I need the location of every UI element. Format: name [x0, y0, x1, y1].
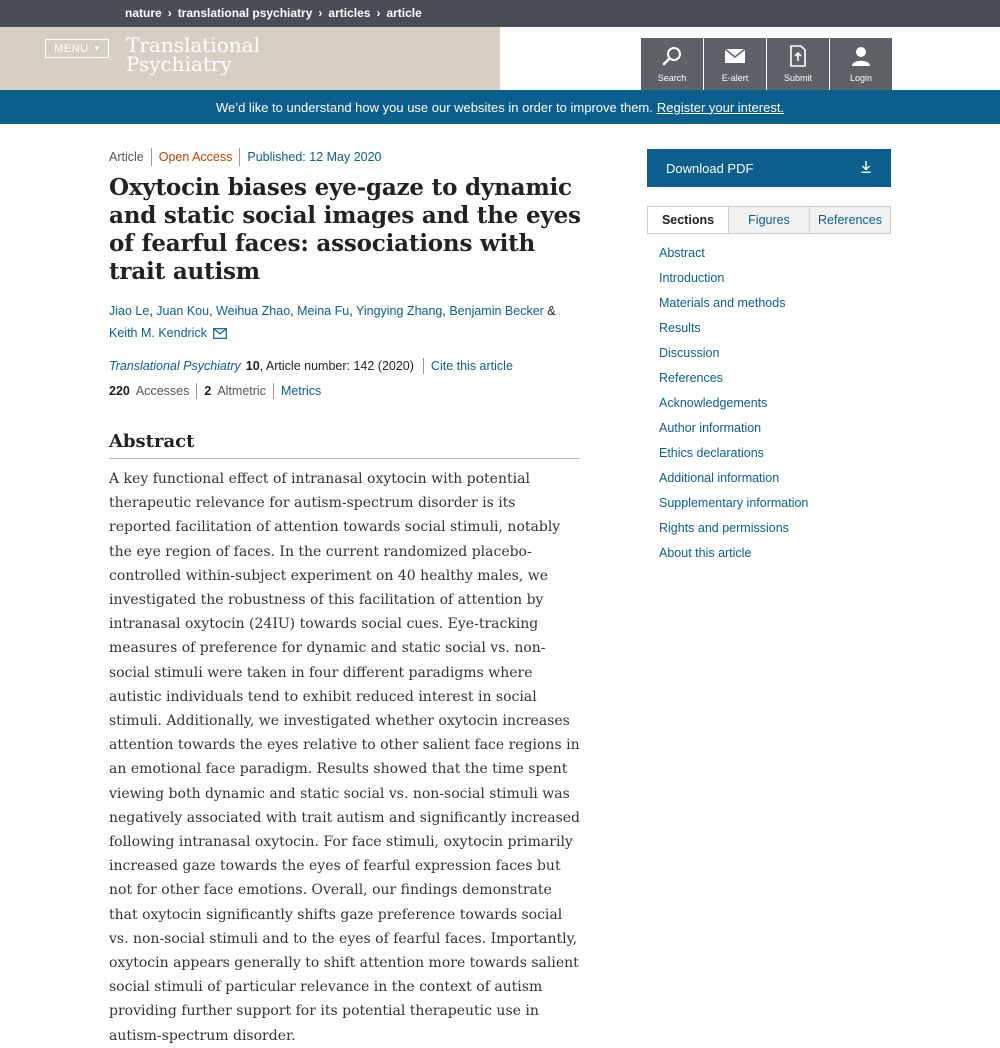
volume-number: 10: [245, 359, 260, 373]
metrics-link[interactable]: Metrics: [280, 384, 322, 398]
cite-this-article-link[interactable]: Cite this article: [430, 359, 513, 373]
metrics-line: [109, 382, 581, 400]
breadcrumb-translational-psychiatry[interactable]: translational psychiatry: [177, 6, 313, 20]
breadcrumb-nature[interactable]: nature: [125, 6, 162, 20]
author-link[interactable]: Meina Fu: [297, 304, 350, 318]
section-link-discussion[interactable]: Discussion: [659, 346, 720, 360]
submit-button[interactable]: [767, 38, 829, 90]
section-link-references[interactable]: References: [659, 371, 723, 385]
article-title: Oxytocin biases eye-gaze to dynamic and static social images and the eyes of fearful faces: associations with trait autism: [109, 174, 581, 285]
section-nav: [659, 242, 808, 567]
menu-button[interactable]: [45, 39, 109, 58]
download-pdf-button[interactable]: [647, 149, 891, 187]
register-interest-link[interactable]: Register your interest.: [656, 99, 785, 115]
breadcrumb-bar: [0, 0, 1000, 27]
section-link-additional-information[interactable]: Additional information: [659, 471, 780, 485]
search-icon: [661, 45, 683, 67]
section-link-abstract[interactable]: Abstract: [659, 246, 705, 260]
section-link-acknowledgements[interactable]: Acknowledgements: [659, 396, 768, 410]
e-alert-label: E-alert: [721, 73, 749, 83]
author-link[interactable]: Yingying Zhang: [355, 304, 443, 318]
altmetric-label: Altmetric: [217, 384, 266, 398]
download-icon: [861, 161, 871, 173]
section-link-rights-and-permissions[interactable]: Rights and permissions: [659, 521, 789, 535]
journal-logo-line1: Translational: [126, 33, 260, 57]
section-link-materials-and-methods[interactable]: Materials and methods: [659, 296, 786, 310]
chevron-down-icon: ▾: [94, 43, 100, 53]
upload-icon: [787, 45, 809, 67]
journal-name-link[interactable]: Translational Psychiatry: [109, 359, 241, 373]
altmetric-count: 2: [204, 384, 212, 398]
divider: [196, 383, 197, 399]
menu-label: MENU: [54, 42, 89, 55]
search-label: Search: [657, 73, 687, 83]
divider: [423, 358, 424, 374]
article-meta: [109, 148, 581, 166]
article-type: Article: [109, 150, 144, 164]
abstract-heading: Abstract: [109, 431, 580, 459]
corresponding-author-link[interactable]: Keith M. Kendrick: [109, 326, 207, 340]
user-icon: [850, 45, 872, 67]
download-pdf-label: Download PDF: [666, 160, 754, 176]
published-date: Published: 12 May 2020: [239, 148, 388, 166]
tab-figures[interactable]: Figures: [728, 207, 809, 233]
tab-references[interactable]: References: [809, 207, 890, 233]
header-tools: [641, 38, 893, 90]
chevron-right-icon: ›: [167, 6, 172, 20]
section-link-results[interactable]: Results: [659, 321, 701, 335]
section-link-introduction[interactable]: Introduction: [659, 271, 725, 285]
breadcrumb-article: article: [386, 6, 422, 20]
section-link-ethics-declarations[interactable]: Ethics declarations: [659, 446, 764, 460]
login-label: Login: [849, 73, 873, 83]
login-button[interactable]: [830, 38, 892, 90]
journal-logo-line2: Psychiatry: [126, 52, 232, 76]
breadcrumb: [125, 6, 422, 20]
sidebar-tabs: [647, 206, 891, 234]
tab-sections[interactable]: Sections: [648, 207, 728, 233]
section-link-author-information[interactable]: Author information: [659, 421, 762, 435]
site-header: [0, 27, 1000, 90]
chevron-right-icon: ›: [376, 6, 381, 20]
section-link-about-this-article[interactable]: About this article: [659, 546, 752, 560]
breadcrumb-articles[interactable]: articles: [328, 6, 371, 20]
section-link-supplementary-information[interactable]: Supplementary information: [659, 496, 809, 510]
journal-logo[interactable]: [126, 33, 260, 76]
accesses-label: Accesses: [135, 384, 190, 398]
author-link[interactable]: Jiao Le: [109, 304, 150, 318]
envelope-icon[interactable]: [213, 328, 227, 339]
chevron-right-icon: ›: [318, 6, 323, 20]
banner-text: We’d like to understand how you use our websites in order to improve them.: [215, 99, 653, 115]
accesses-count: 220: [109, 384, 130, 398]
author-link[interactable]: Weihua Zhao: [216, 304, 291, 318]
journal-brand-area: [0, 27, 500, 90]
author-link[interactable]: Juan Kou: [156, 304, 210, 318]
search-button[interactable]: [641, 38, 703, 90]
open-access-badge: Open Access: [151, 148, 240, 166]
divider: [273, 383, 274, 399]
author-list: Jiao Le, Juan Kou, Weihua Zhao, Meina Fu, Yingying Zhang, Benjamin Becker & Keith M. Kendrick: [109, 304, 556, 340]
article-number: , Article number: 142 (2020): [259, 359, 414, 373]
author-link[interactable]: Benjamin Becker: [449, 304, 544, 318]
e-alert-button[interactable]: [704, 38, 766, 90]
feedback-banner: [0, 90, 1000, 124]
abstract-text: A key functional effect of intranasal oxytocin with potential therapeutic relevance for autism-spectrum disorder is its reported facilitation of attention towards social stimuli, notably the eye region of faces. In the current randomized placebo-controlled within-subject experiment on 40 healthy males, we investigated the robustness of this facilitation of attention by intranasal oxytocin (24IU) towards social cues. Eye-tracking measures of preference for dynamic and static social vs. non-social stimuli were taken in four different paradigms where autistic individuals tend to exhibit reduced interest in social stimuli. Additionally, we investigated whether oxytocin increases attention towards the eyes relative to other salient face regions in an emotional face paradigm. Results showed that the time spent viewing both dynamic and static social vs. non-social stimuli was negatively associated with trait autism and significantly increased following intranasal oxytocin. For face stimuli, oxytocin primarily increased gaze towards the eyes of fearful expression faces but not for other face emotions. Overall, our findings demonstrate that oxytocin significantly shifts gaze preference towards social vs. non-social stimuli and to the eyes of fearful faces. Importantly, oxytocin appears generally to shift attention more towards salient social stimuli of particular relevance in the context of autism providing further support for its potential therapeutic use in autism-spectrum disorder.: [109, 471, 581, 1044]
citation-line: [109, 357, 581, 375]
article-main: [109, 148, 581, 1048]
envelope-icon: [724, 45, 746, 67]
submit-label: Submit: [783, 73, 812, 83]
